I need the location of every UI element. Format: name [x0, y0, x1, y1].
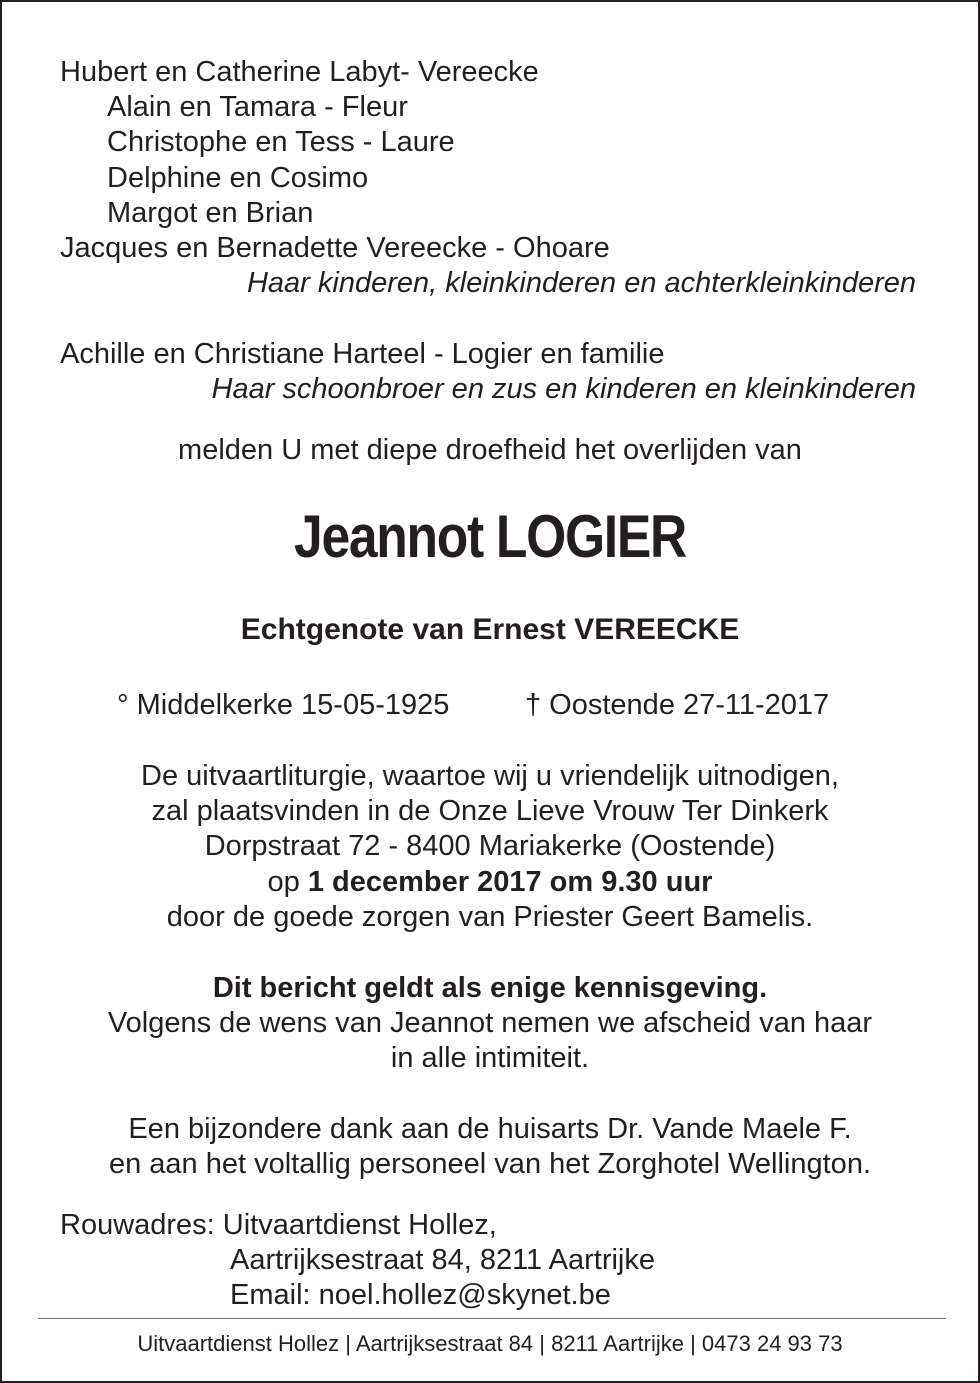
- birth-info: ° Middelkerke 15-05-1925: [117, 689, 450, 721]
- funeral-line: Dorpstraat 72 - 8400 Mariakerke (Oostende): [204, 830, 776, 862]
- death-info: † Oostende 27-11-2017: [525, 689, 830, 721]
- footer-text: Uitvaartdienst Hollez | Aartrijksestraat 84 | 8211 Aartrijke | 0473 24 93 73: [137, 1331, 843, 1356]
- notice-heading: Dit bericht geldt als enige kennisgeving.: [212, 972, 768, 1004]
- notice-line: in alle intimiteit.: [390, 1042, 590, 1074]
- family-line: Jacques en Bernadette Vereecke - Ohoare: [60, 232, 610, 264]
- family-caption: Haar schoonbroer en zus en kinderen en kleinkinderen: [211, 373, 916, 405]
- thanks-line: Een bijzondere dank aan de huisarts Dr. Vande Maele F.: [128, 1113, 852, 1145]
- deceased-name: Jeannot LOGIER: [294, 503, 686, 570]
- family-caption: Haar kinderen, kleinkinderen en achterkleinkinderen: [246, 267, 916, 299]
- family-line: Achille en Christiane Harteel - Logier en familie: [60, 338, 665, 370]
- funeral-date-line: [2, 865, 978, 900]
- family-line: Christophe en Tess - Laure: [107, 126, 455, 158]
- announcement-text: melden U met diepe droefheid het overlijden van: [178, 434, 802, 466]
- family-line: Delphine en Cosimo: [107, 162, 369, 194]
- family-line: Margot en Brian: [107, 197, 314, 229]
- funeral-line: zal plaatsvinden in de Onze Lieve Vrouw Ter Dinkerk: [151, 795, 829, 827]
- funeral-line: door de goede zorgen van Priester Geert Bamelis.: [166, 901, 814, 933]
- funeral-date-prefix: op: [267, 866, 308, 898]
- family-line: Hubert en Catherine Labyt- Vereecke: [60, 56, 539, 88]
- funeral-line: De uitvaartliturgie, waartoe wij u vriendelijk uitnodigen,: [141, 760, 839, 792]
- family-line: Alain en Tamara - Fleur: [107, 91, 408, 123]
- thanks-line: en aan het voltallig personeel van het Zorghotel Wellington.: [108, 1148, 871, 1180]
- spouse-line: Echtgenote van Ernest VEREECKE: [240, 613, 740, 646]
- funeral-date: 1 december 2017 om 9.30 uur: [307, 866, 713, 898]
- address-email: Email: noel.hollez@skynet.be: [230, 1279, 611, 1311]
- address-line: Aartrijksestraat 84, 8211 Aartrijke: [230, 1244, 655, 1276]
- footer-divider: [38, 1318, 946, 1319]
- address-label: Rouwadres: Uitvaartdienst Hollez,: [60, 1209, 497, 1241]
- notice-line: Volgens de wens van Jeannot nemen we afscheid van haar: [107, 1007, 873, 1039]
